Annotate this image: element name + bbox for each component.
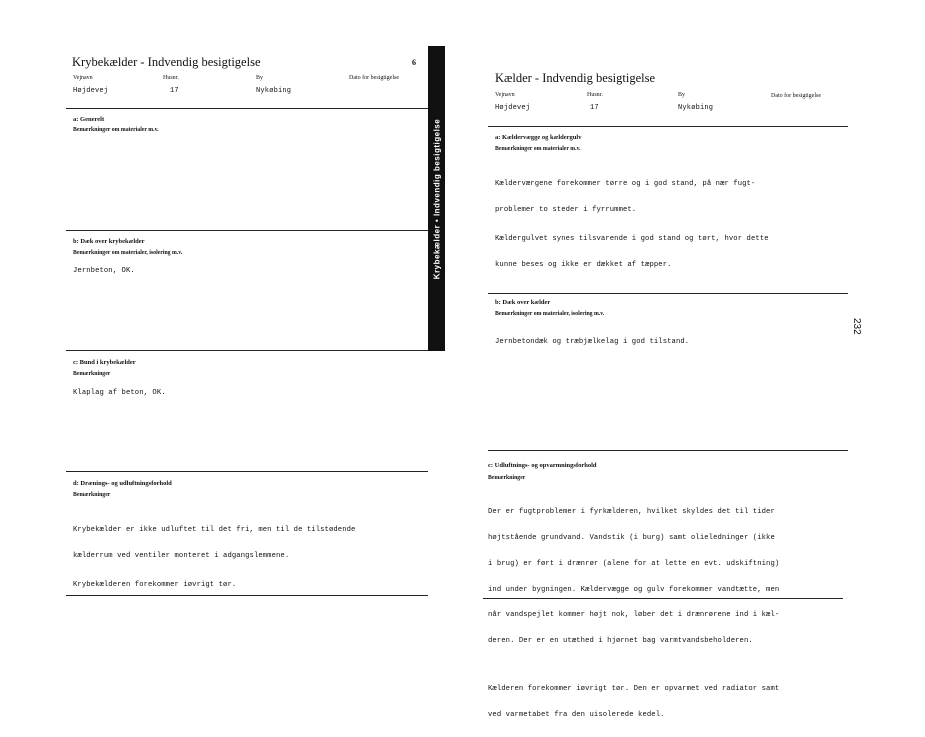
section-c-subtitle: Bemærkninger bbox=[73, 371, 111, 377]
section-d-text bbox=[73, 509, 355, 607]
house-no-label: Husnr. bbox=[587, 92, 603, 98]
section-c-subtitle: Bemærkninger bbox=[488, 475, 526, 481]
section-c-text: Klaplag af beton, OK. bbox=[73, 389, 166, 397]
text-line: højtstående grundvand. Vandstik (i burg) samt olieledninger (ikke bbox=[488, 533, 775, 542]
street-value: Højdevej bbox=[495, 104, 531, 112]
section-d-subtitle: Bemærkninger bbox=[73, 492, 111, 498]
section-c-title: c: Udluftnings- og opvarmningsforhold bbox=[488, 462, 597, 469]
text-line: i brug) er ført i drænrør (alene for at lette en evt. udskiftning) bbox=[488, 559, 780, 568]
text-line: deren. Der er en utæthed i hjørnet bag varmtvandsbeholderen. bbox=[488, 637, 753, 646]
section-b-title: b: Dæk over kælder bbox=[495, 299, 551, 306]
date-label: Dato for besigtigelse bbox=[771, 93, 821, 99]
divider bbox=[66, 350, 428, 351]
divider bbox=[483, 598, 843, 599]
text-line: Kælderen forekommer iøvrigt tør. Den er opvarmet ved radiator samt bbox=[488, 685, 780, 694]
page-number: 232 bbox=[851, 318, 862, 335]
section-a-subtitle: Bemærkninger om materialer m.v. bbox=[495, 146, 581, 152]
city-label: By bbox=[256, 75, 264, 81]
left-page-title: Krybekælder - Indvendig besigtigelse bbox=[72, 55, 261, 69]
divider bbox=[66, 108, 428, 109]
section-a-title: a: Generelt bbox=[73, 116, 105, 123]
section-a-text bbox=[495, 163, 769, 286]
binding-tab-label: Krybekælder • Indvendig besigtigelse bbox=[432, 118, 441, 279]
street-value: Højdevej bbox=[73, 87, 109, 95]
divider bbox=[488, 450, 848, 451]
section-c-title: c: Bund i krybekælder bbox=[73, 359, 136, 366]
city-value: Nykøbing bbox=[678, 104, 714, 112]
house-no-value: 17 bbox=[170, 87, 179, 95]
left-page-number: 6 bbox=[412, 58, 416, 67]
text-line: Der er fugtproblemer i fyrkælderen, hvilket skyldes det til tider bbox=[488, 508, 775, 517]
section-b-text: Jernbetondæk og træbjælkelag i god tilstand. bbox=[495, 338, 690, 346]
text-line bbox=[488, 663, 779, 668]
divider bbox=[488, 126, 848, 127]
section-b-subtitle: Bemærkninger om materialer, isolering m.v. bbox=[495, 311, 605, 317]
text-line: Kældergulvet synes tilsvarende i god stand og tørt, hvor dette bbox=[495, 234, 769, 243]
section-a-subtitle: Bemærkninger om materialer m.v. bbox=[73, 127, 159, 133]
section-b-title: b: Dæk over krybekælder bbox=[73, 238, 145, 245]
divider bbox=[66, 595, 428, 596]
street-label: Vejnavn bbox=[495, 92, 515, 98]
section-d-title: d: Drænings- og udluftningsforhold bbox=[73, 480, 172, 487]
text-line: Krybekælderen forekommer iøvrigt tør. bbox=[73, 580, 237, 589]
binding-tab-label-wrap bbox=[428, 46, 445, 351]
right-page-title: Kælder - Indvendig besigtigelse bbox=[495, 71, 656, 85]
text-line: Kælderværgene forekommer tørre og i god stand, på nær fugt- bbox=[495, 180, 756, 189]
date-label: Dato for besigtigelse bbox=[349, 75, 399, 81]
city-label: By bbox=[678, 92, 686, 98]
house-no-value: 17 bbox=[590, 104, 599, 112]
text-line: problemer to steder i fyrrummet. bbox=[495, 205, 637, 214]
section-b-subtitle: Bemærkninger om materialer, isolering m.v. bbox=[73, 250, 183, 256]
house-no-label: Husnr. bbox=[163, 75, 179, 81]
section-c-text bbox=[488, 491, 779, 737]
street-label: Vejnavn bbox=[73, 75, 93, 81]
city-value: Nykøbing bbox=[256, 87, 292, 95]
divider bbox=[488, 293, 848, 294]
text-line: når vandspejlet kommer højt nok, løber det i drænrørene ind i kæl- bbox=[488, 611, 780, 620]
text-line: kunne beses og ikke er dækket af tæpper. bbox=[495, 260, 672, 269]
text-line: Krybekælder er ikke udluftet til det fri, men til de tilstødende bbox=[73, 526, 356, 535]
section-a-title: a: Kældervægge og kældergulv bbox=[495, 134, 582, 141]
text-line: ind under bygningen. Kældervægge og gulv forekommer vandtætte, men bbox=[488, 585, 780, 594]
section-b-text: Jernbeton, OK. bbox=[73, 267, 135, 275]
divider bbox=[66, 230, 428, 231]
divider bbox=[66, 471, 428, 472]
text-line: ved varmetabet fra den uisolerede kedel. bbox=[488, 710, 665, 719]
text-line: kælderrum ved ventiler monteret i adgangslemmene. bbox=[73, 551, 290, 560]
